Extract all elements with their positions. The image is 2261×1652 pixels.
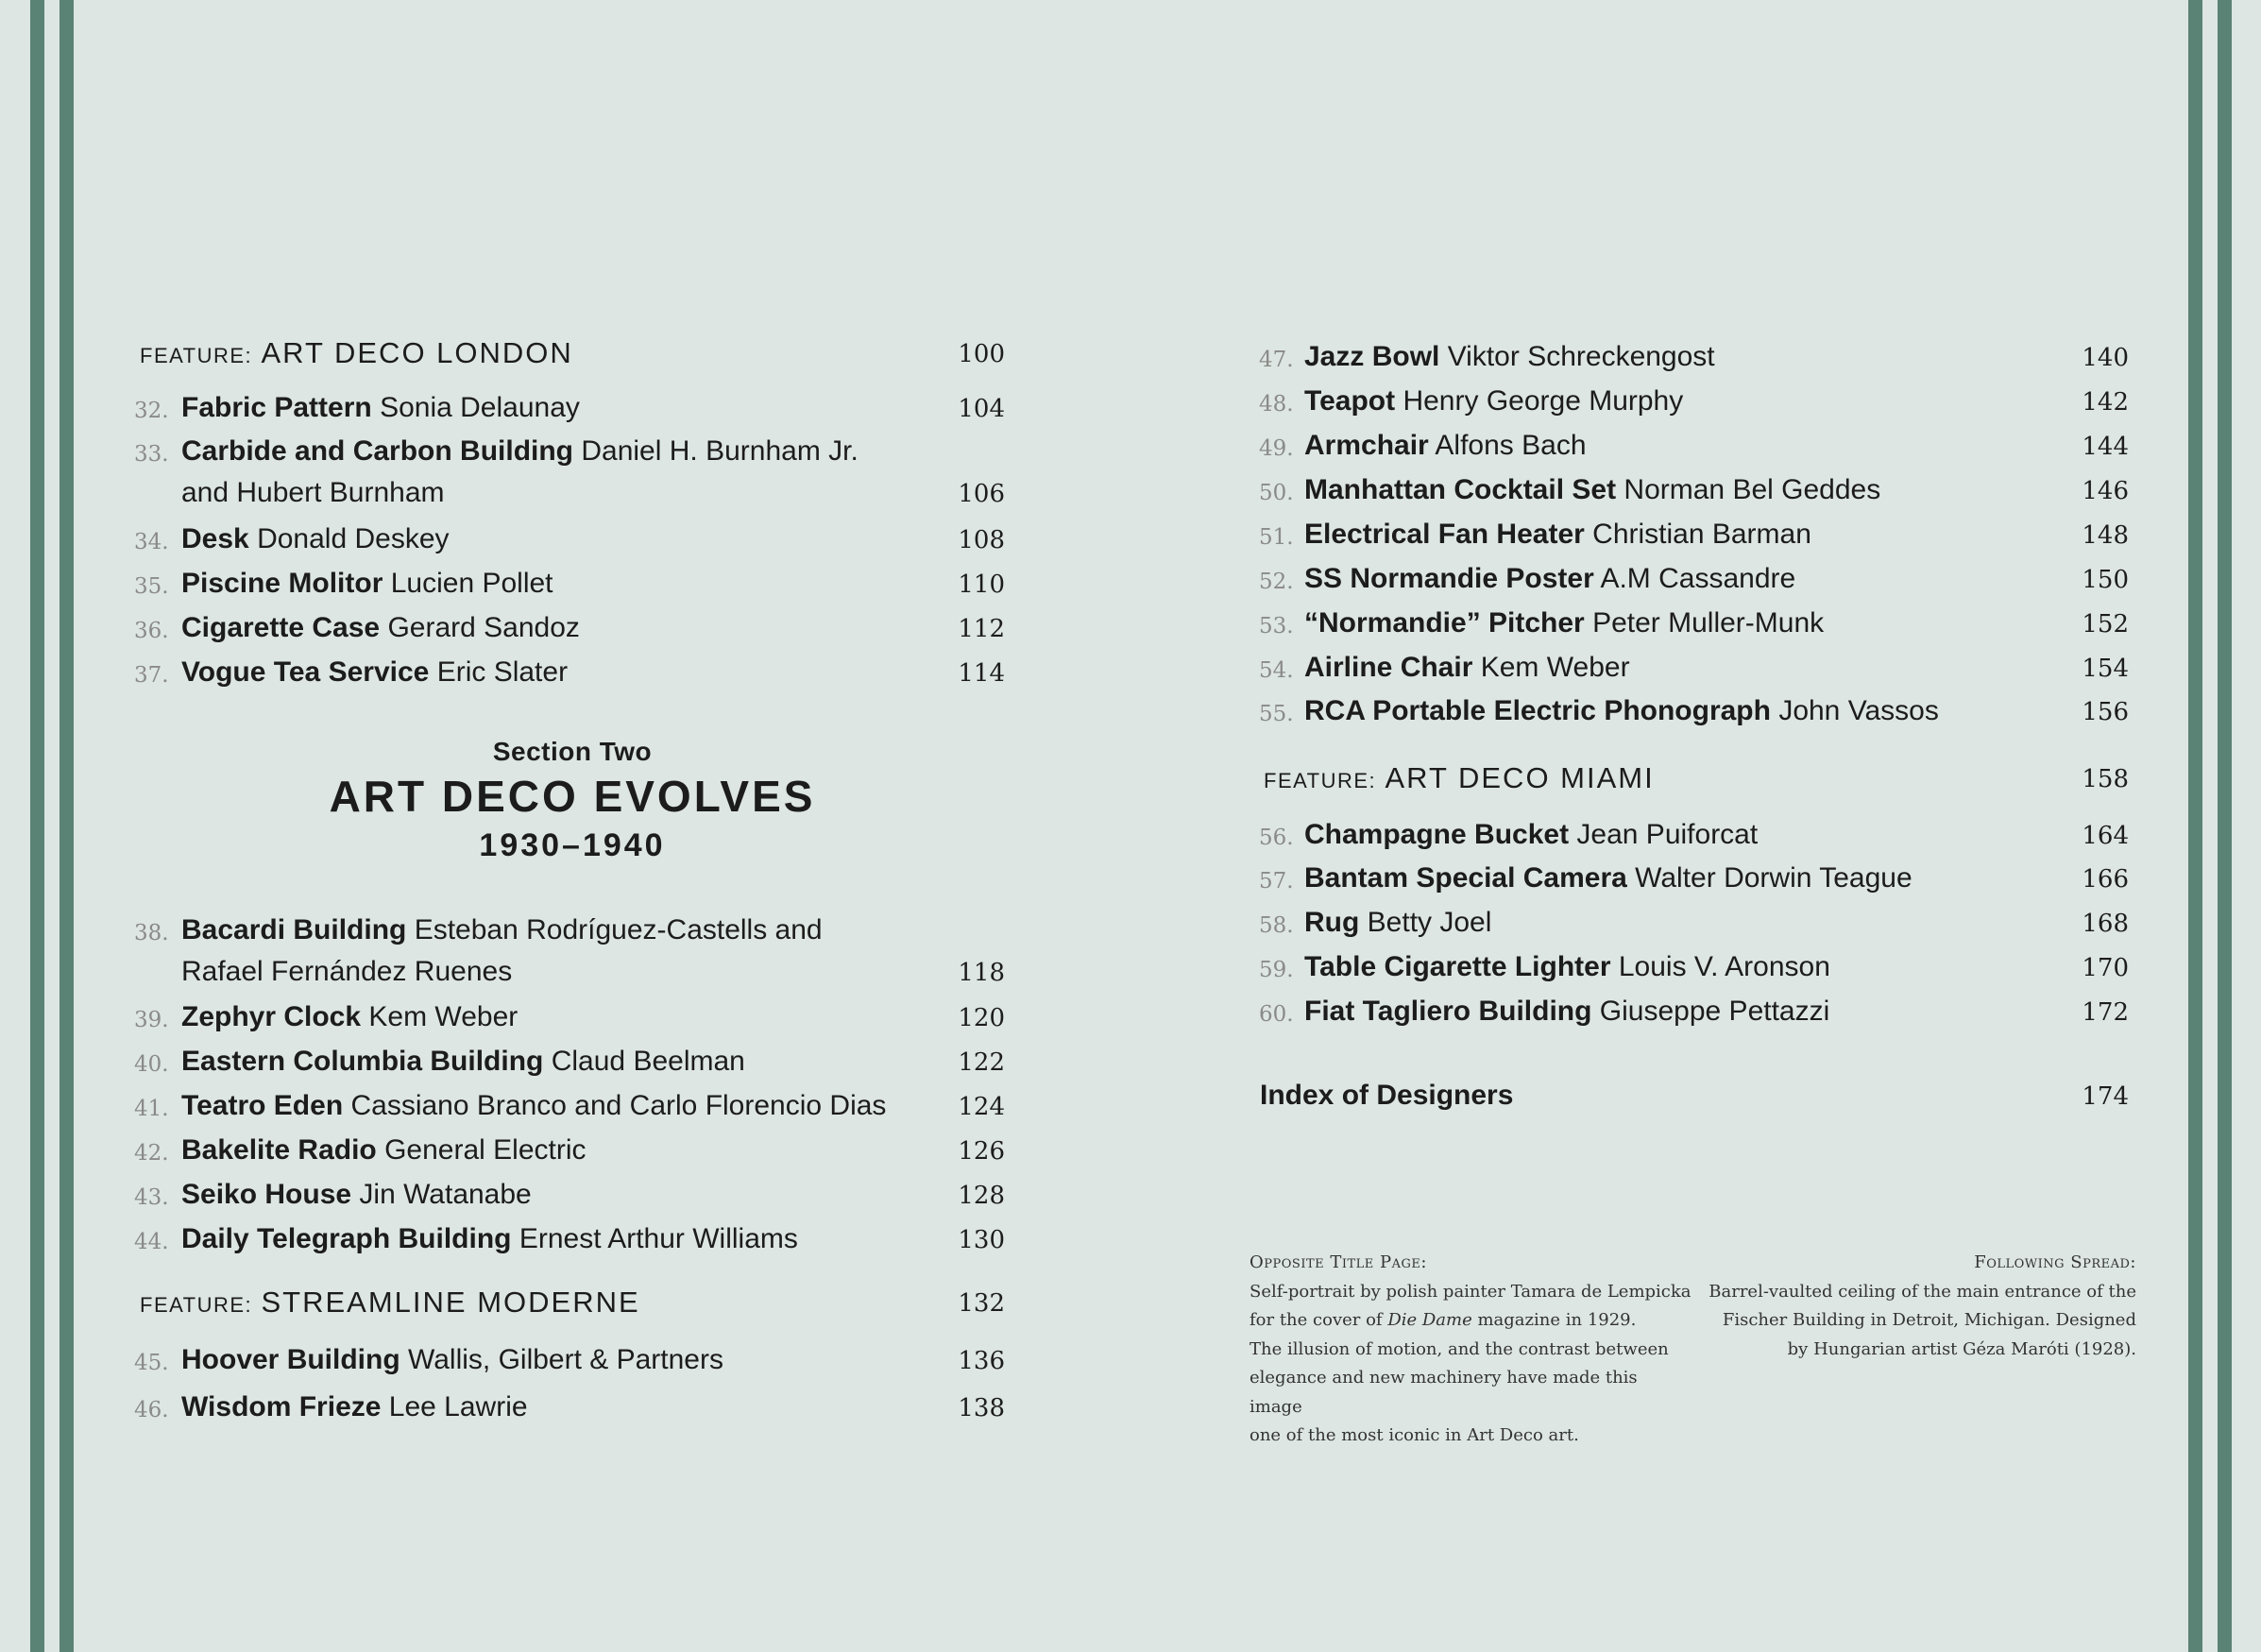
entry-page-number: 112 bbox=[958, 615, 1005, 643]
entry-designer: Kem Weber bbox=[368, 1001, 518, 1032]
entry-number: 33. bbox=[134, 442, 169, 467]
left-inner-stripe bbox=[60, 0, 74, 1652]
entry-page-number: 126 bbox=[958, 1137, 1005, 1166]
entry-page-number: 144 bbox=[2082, 433, 2129, 461]
entry-number: 50. bbox=[1259, 481, 1294, 505]
feature-label: FEATURE: bbox=[140, 344, 253, 367]
entry-title: RCA Portable Electric Phonograph bbox=[1304, 695, 1771, 726]
toc-entry bbox=[134, 431, 858, 472]
entry-designer: Wallis, Gilbert & Partners bbox=[408, 1344, 723, 1375]
entry-page-number: 154 bbox=[2082, 655, 2129, 683]
caption-line bbox=[1250, 1306, 1693, 1336]
entry-number: 34. bbox=[134, 530, 169, 554]
section-title: ART DECO EVOLVES bbox=[329, 772, 816, 821]
toc-entry bbox=[134, 1174, 532, 1216]
entry-designer: Lucien Pollet bbox=[390, 568, 553, 599]
entry-page-number: 136 bbox=[958, 1347, 1005, 1375]
entry-title: Bantam Special Camera bbox=[1304, 862, 1627, 894]
caption-following-spread bbox=[1700, 1249, 2136, 1364]
entry-number: 57. bbox=[1259, 869, 1294, 894]
entry-designer: Claud Beelman bbox=[551, 1046, 745, 1077]
entry-page-number: 164 bbox=[2082, 822, 2129, 850]
entry-number: 43. bbox=[134, 1185, 169, 1210]
entry-title: Electrical Fan Heater bbox=[1304, 519, 1585, 550]
entry-number: 42. bbox=[134, 1141, 169, 1166]
entry-page-number: 138 bbox=[958, 1394, 1005, 1422]
caption-opposite-title-page bbox=[1250, 1249, 1693, 1451]
toc-entry bbox=[1259, 647, 1630, 689]
entry-page-number: 114 bbox=[958, 659, 1005, 688]
entry-page-number: 140 bbox=[2082, 344, 2129, 372]
feature-page-number: 100 bbox=[958, 340, 1005, 368]
feature-name: STREAMLINE MODERNE bbox=[261, 1286, 640, 1319]
entry-number: 46. bbox=[134, 1398, 169, 1422]
section-label: Section Two bbox=[492, 737, 653, 766]
entry-designer: Alfons Bach bbox=[1435, 430, 1587, 461]
entry-number: 44. bbox=[134, 1230, 169, 1254]
entry-number: 54. bbox=[1259, 658, 1294, 683]
entry-page-number: 172 bbox=[2082, 998, 2129, 1027]
entry-designer: Kem Weber bbox=[1480, 652, 1630, 683]
entry-page-number: 124 bbox=[958, 1093, 1005, 1121]
entry-page-number: 146 bbox=[2082, 477, 2129, 505]
entry-designer: Lee Lawrie bbox=[388, 1391, 528, 1422]
feature-art-deco-london bbox=[140, 332, 573, 377]
entry-page-number: 166 bbox=[2082, 865, 2129, 894]
entry-designer: Jin Watanabe bbox=[359, 1179, 532, 1210]
entry-designer: Viktor Schreckengost bbox=[1447, 341, 1715, 372]
toc-entry bbox=[134, 1339, 723, 1381]
toc-entry bbox=[1259, 814, 1759, 856]
feature-art-deco-miami bbox=[1264, 758, 1655, 802]
entry-number: 53. bbox=[1259, 614, 1294, 639]
toc-entry bbox=[1259, 690, 1939, 732]
toc-entry bbox=[134, 1130, 586, 1171]
entry-title: SS Normandie Poster bbox=[1304, 563, 1594, 594]
entry-number: 56. bbox=[1259, 826, 1294, 850]
entry-designer: Sonia Delaunay bbox=[380, 392, 580, 423]
entry-number: 41. bbox=[134, 1097, 169, 1121]
entry-title: Carbide and Carbon Building bbox=[181, 435, 574, 467]
section-years: 1930–1940 bbox=[479, 827, 666, 863]
caption-italic: Die Dame bbox=[1387, 1310, 1472, 1330]
entry-designer: A.M Cassandre bbox=[1600, 563, 1796, 594]
index-of-designers bbox=[1260, 1075, 1513, 1116]
toc-entry bbox=[1259, 946, 1830, 988]
toc-entry bbox=[1259, 425, 1587, 467]
caption-line: one of the most iconic in Art Deco art. bbox=[1250, 1425, 1579, 1445]
right-outer-stripe bbox=[2218, 0, 2232, 1652]
entry-page-number: 148 bbox=[2082, 521, 2129, 550]
entry-title: Wisdom Frieze bbox=[181, 1391, 382, 1422]
entry-page-number: 110 bbox=[958, 571, 1005, 599]
entry-designer: Norman Bel Geddes bbox=[1624, 474, 1881, 505]
entry-page-number: 118 bbox=[958, 959, 1005, 987]
entry-title: Rug bbox=[1304, 907, 1360, 938]
entry-title: Champagne Bucket bbox=[1304, 819, 1570, 850]
entry-designer: Ernest Arthur Williams bbox=[518, 1223, 798, 1254]
toc-entry bbox=[134, 563, 553, 605]
entry-title: Piscine Molitor bbox=[181, 568, 383, 599]
entry-title: Vogue Tea Service bbox=[181, 656, 430, 688]
entry-page-number: 150 bbox=[2082, 566, 2129, 594]
caption-line: elegance and new machinery have made this image bbox=[1250, 1368, 1638, 1417]
entry-title: Eastern Columbia Building bbox=[181, 1046, 544, 1077]
toc-entry bbox=[134, 1085, 887, 1127]
entry-title: Cigarette Case bbox=[181, 612, 381, 643]
entry-title: Fiat Tagliero Building bbox=[1304, 996, 1592, 1027]
entry-title: Manhattan Cocktail Set bbox=[1304, 474, 1617, 505]
caption-line: The illusion of motion, and the contrast between bbox=[1250, 1338, 1669, 1359]
entry-page-number: 104 bbox=[958, 395, 1005, 423]
entry-designer: Eric Slater bbox=[436, 656, 569, 688]
entry-title: Teapot bbox=[1304, 385, 1396, 417]
left-outer-stripe bbox=[30, 0, 44, 1652]
entry-title: Hoover Building bbox=[181, 1344, 400, 1375]
toc-entry bbox=[134, 652, 569, 693]
feature-label: FEATURE: bbox=[140, 1293, 253, 1317]
entry-designer-continued: Rafael Fernández Ruenes bbox=[181, 956, 513, 987]
entry-designer: John Vassos bbox=[1778, 695, 1939, 726]
caption-line: by Hungarian artist Géza Maróti (1928). bbox=[1787, 1338, 2136, 1359]
entry-number: 49. bbox=[1259, 436, 1294, 461]
entry-designer: Esteban Rodríguez-Castells and bbox=[414, 914, 823, 945]
entry-designer: Cassiano Branco and Carlo Florencio Dias bbox=[350, 1090, 887, 1121]
entry-title: Zephyr Clock bbox=[181, 1001, 362, 1032]
right-inner-stripe bbox=[2188, 0, 2202, 1652]
toc-entry bbox=[1259, 336, 1715, 378]
toc-entry bbox=[134, 387, 580, 429]
entry-title: Airline Chair bbox=[1304, 652, 1473, 683]
entry-page-number: 106 bbox=[958, 480, 1005, 508]
entry-page-number: 152 bbox=[2082, 610, 2129, 639]
caption-line: Self-portrait by polish painter Tamara de Lempicka bbox=[1250, 1281, 1692, 1302]
entry-title: Bacardi Building bbox=[181, 914, 407, 945]
entry-title: “Normandie” Pitcher bbox=[1304, 607, 1585, 639]
entry-title: Bakelite Radio bbox=[181, 1134, 377, 1166]
entry-page-number: 142 bbox=[2082, 388, 2129, 417]
entry-designer: Jean Puiforcat bbox=[1576, 819, 1759, 850]
entry-page-number: 130 bbox=[958, 1226, 1005, 1254]
entry-title: Daily Telegraph Building bbox=[181, 1223, 512, 1254]
toc-entry bbox=[134, 910, 823, 951]
entry-designer: Henry George Murphy bbox=[1402, 385, 1684, 417]
toc-entry bbox=[1259, 603, 1825, 644]
toc-entry bbox=[1259, 991, 1830, 1032]
entry-title: Seiko House bbox=[181, 1179, 352, 1210]
entry-designer: Giuseppe Pettazzi bbox=[1599, 996, 1830, 1027]
toc-entry bbox=[134, 607, 580, 649]
entry-number: 40. bbox=[134, 1052, 169, 1077]
entry-number: 47. bbox=[1259, 348, 1294, 372]
entry-page-number: 128 bbox=[958, 1182, 1005, 1210]
entry-number: 55. bbox=[1259, 702, 1294, 726]
caption-line: Barrel-vaulted ceiling of the main entrance of the bbox=[1708, 1281, 2136, 1302]
feature-name: ART DECO LONDON bbox=[261, 336, 573, 369]
entry-page-number: 120 bbox=[958, 1004, 1005, 1032]
entry-number: 37. bbox=[134, 663, 169, 688]
toc-entry bbox=[134, 1041, 745, 1082]
entry-number: 59. bbox=[1259, 958, 1294, 982]
toc-entry bbox=[1259, 381, 1684, 422]
entry-page-number: 122 bbox=[958, 1048, 1005, 1077]
toc-entry bbox=[134, 1218, 798, 1260]
entry-number: 38. bbox=[134, 921, 169, 945]
entry-number: 39. bbox=[134, 1008, 169, 1032]
entry-designer: Peter Muller-Munk bbox=[1592, 607, 1825, 639]
entry-number: 45. bbox=[134, 1351, 169, 1375]
entry-title: Fabric Pattern bbox=[181, 392, 372, 423]
caption-line: Fischer Building in Detroit, Michigan. Designed bbox=[1722, 1310, 2136, 1330]
entry-number: 51. bbox=[1259, 525, 1294, 550]
entry-designer: Betty Joel bbox=[1367, 907, 1492, 938]
entry-number: 58. bbox=[1259, 913, 1294, 938]
caption-text: magazine in 1929. bbox=[1471, 1310, 1637, 1330]
feature-name: ART DECO MIAMI bbox=[1385, 761, 1655, 794]
index-page-number: 174 bbox=[2082, 1082, 2129, 1111]
entry-designer: Donald Deskey bbox=[257, 523, 450, 554]
feature-streamline-moderne bbox=[140, 1282, 640, 1326]
entry-title: Armchair bbox=[1304, 430, 1429, 461]
toc-entry bbox=[1259, 858, 1912, 899]
entry-title: Table Cigarette Lighter bbox=[1304, 951, 1611, 982]
toc-entry bbox=[1259, 558, 1796, 600]
entry-page-number: 156 bbox=[2082, 698, 2129, 726]
entry-number: 35. bbox=[134, 574, 169, 599]
entry-designer: Louis V. Aronson bbox=[1618, 951, 1830, 982]
entry-title: Teatro Eden bbox=[181, 1090, 344, 1121]
entry-number: 60. bbox=[1259, 1002, 1294, 1027]
entry-page-number: 170 bbox=[2082, 954, 2129, 982]
toc-entry bbox=[134, 996, 518, 1038]
caption-heading: Opposite Title Page: bbox=[1250, 1252, 1427, 1272]
toc-entry bbox=[1259, 514, 1811, 555]
entry-number: 36. bbox=[134, 619, 169, 643]
entry-designer: Daniel H. Burnham Jr. bbox=[581, 435, 858, 467]
feature-page-number: 158 bbox=[2082, 765, 2129, 793]
entry-designer: Gerard Sandoz bbox=[387, 612, 580, 643]
index-title: Index of Designers bbox=[1260, 1080, 1514, 1111]
entry-title: Desk bbox=[181, 523, 249, 554]
toc-entry bbox=[1259, 902, 1492, 944]
toc-entry bbox=[1259, 469, 1881, 511]
feature-label: FEATURE: bbox=[1264, 769, 1377, 792]
section-two-header bbox=[128, 737, 1016, 864]
entry-designer: Walter Dorwin Teague bbox=[1635, 862, 1912, 894]
entry-page-number: 168 bbox=[2082, 910, 2129, 938]
entry-number: 52. bbox=[1259, 570, 1294, 594]
entry-title: Jazz Bowl bbox=[1304, 341, 1440, 372]
toc-entry bbox=[134, 519, 450, 560]
entry-number: 32. bbox=[134, 399, 169, 423]
entry-designer-continued: and Hubert Burnham bbox=[181, 477, 445, 508]
entry-page-number: 108 bbox=[958, 526, 1005, 554]
entry-number: 48. bbox=[1259, 392, 1294, 417]
entry-designer: Christian Barman bbox=[1592, 519, 1811, 550]
entry-designer: General Electric bbox=[384, 1134, 586, 1166]
caption-heading: Following Spread: bbox=[1974, 1252, 2136, 1272]
toc-entry bbox=[134, 1387, 528, 1428]
caption-text: for the cover of bbox=[1250, 1310, 1388, 1330]
feature-page-number: 132 bbox=[958, 1289, 1005, 1318]
